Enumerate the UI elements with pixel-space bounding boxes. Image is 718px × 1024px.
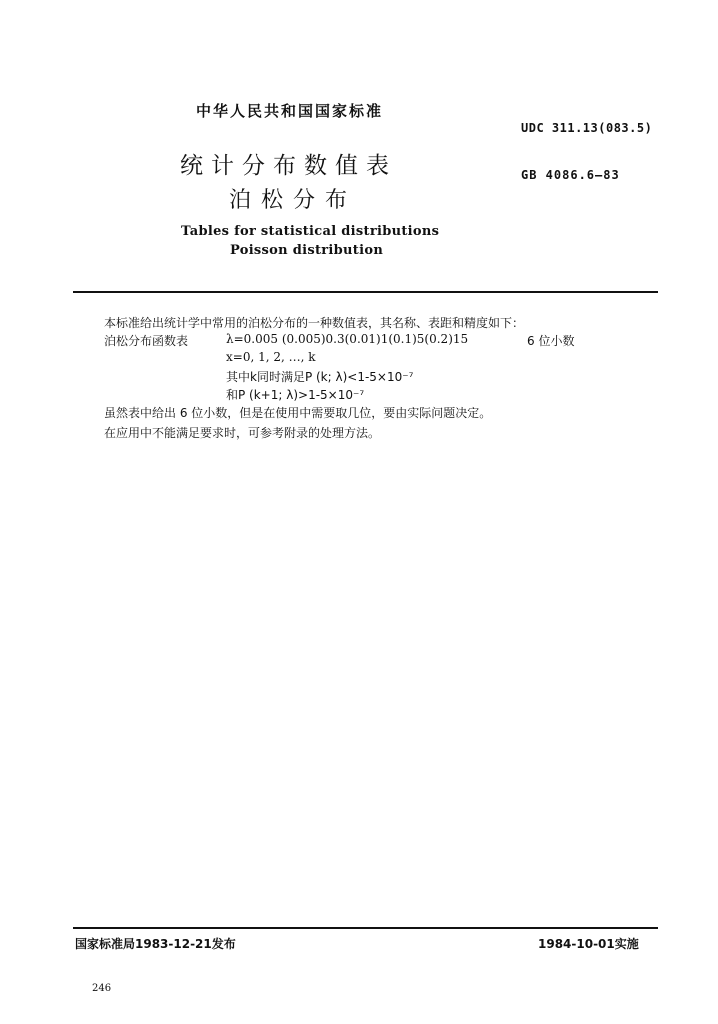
page-number: 246 [92,983,112,994]
note-2: 在应用中不能满足要求时，可参考附录的处理方法。 [104,426,381,440]
precision: 6 位小数 [527,334,575,348]
x-range: x=0, 1, 2, …, k [226,350,316,364]
top-divider [73,291,658,293]
note-1: 虽然表中给出 6 位小数，但是在使用中需要取几位，要由实际问题决定。 [104,406,492,420]
issue-date: 国家标准局1983-12-21发布 [75,937,236,951]
udc-code: UDC 311.13(083.5) [521,121,653,135]
condition-1: 其中k同时满足P (k; λ)<1-5×10⁻⁷ [226,370,414,384]
subtitle-english: Poisson distribution [230,243,384,258]
subtitle-chinese: 泊松分布 [229,188,358,213]
gb-standard-number: GB 4086.6—83 [521,168,620,182]
intro-paragraph: 本标准给出统计学中常用的泊松分布的一种数值表，其名称、表距和精度如下： [104,316,525,330]
title-english: Tables for statistical distributions [181,224,440,239]
title-chinese: 统计分布数值表 [180,153,397,179]
condition-2: 和P (k+1; λ)>1-5×10⁻⁷ [226,388,365,402]
table-name: 泊松分布函数表 [104,334,189,348]
lambda-range: λ=0.005 (0.005)0.3(0.01)1(0.1)5(0.2)15 [226,332,469,346]
implementation-date: 1984-10-01实施 [538,937,639,951]
issuing-authority: 中华人民共和国国家标准 [196,102,384,120]
bottom-divider [73,927,658,929]
